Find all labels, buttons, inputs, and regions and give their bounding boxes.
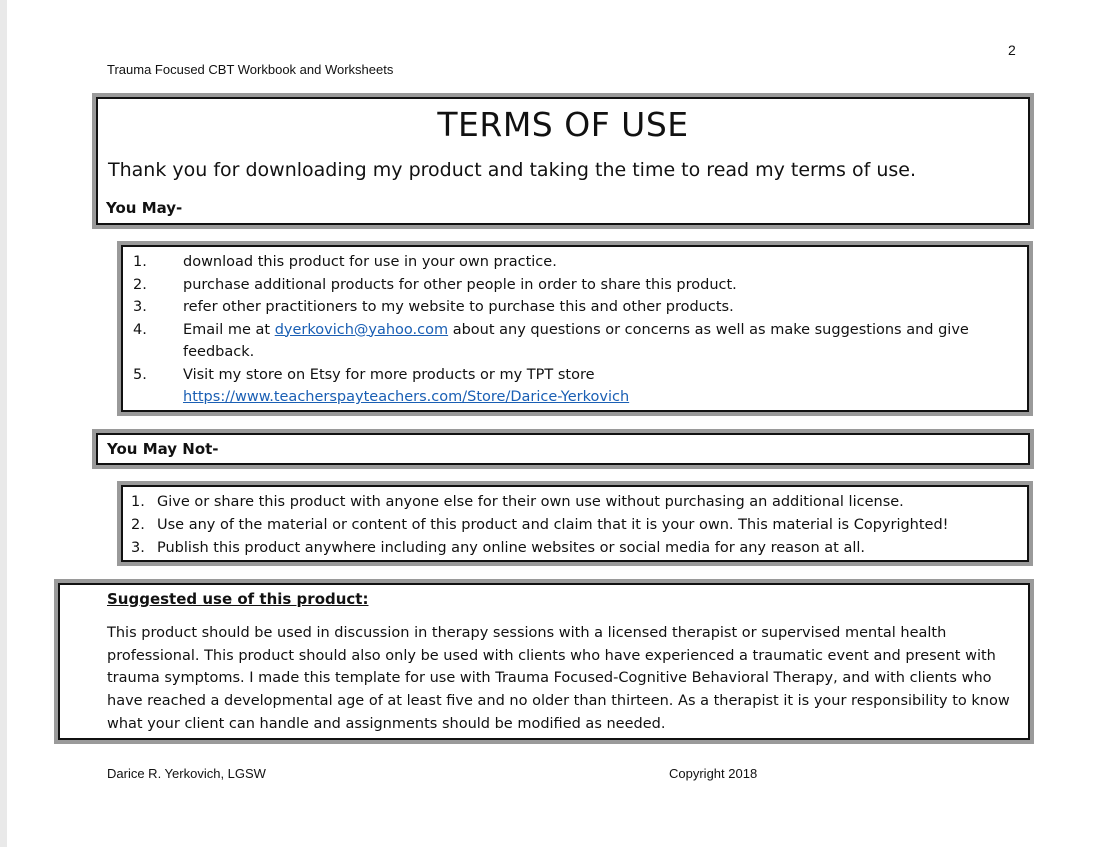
you-may-list [133,251,1017,409]
terms-of-use-box [96,97,1030,225]
list-item [131,537,1019,560]
list-number: 1. [131,494,145,510]
list-number: 3. [131,540,145,556]
list-number: 5. [133,366,147,383]
email-prefix: Email me at [183,321,275,338]
suggested-use-body: This product should be used in discussion in therapy sessions with a licensed therapist or supervised mental health professional. This product should also only be used with clients who have experienced a traumatic event and present with trauma symptoms. I made this template for use with Trauma Focused-Cognitive Behavioral Therapy, and with clients who have reached a developmental age of at least five and no older than thirteen. As a therapist it is your responsibility to know what your client can handle and assignments should be modified as needed. [107,625,1010,732]
list-item [133,296,1017,319]
you-may-heading: You May- [106,199,183,217]
you-may-not-box [121,485,1029,562]
email-link[interactable]: dyerkovich@yahoo.com [274,321,449,338]
you-may-not-list [131,491,1019,560]
list-item [133,274,1017,297]
list-number: 2. [133,276,147,293]
list-number: 3. [133,299,147,315]
suggested-use-box [58,583,1030,740]
list-text [183,319,1017,364]
list-item [133,251,1017,274]
tpt-store-link[interactable]: https://www.teacherspayteachers.com/Store/Darice-Yerkovich [183,389,630,405]
page-title: TERMS OF USE [437,105,689,144]
document-header: Trauma Focused CBT Workbook and Worksheets [107,62,394,77]
list-item [133,319,1017,364]
footer-author: Darice R. Yerkovich, LGSW [107,766,266,781]
list-number: 4. [133,321,147,338]
list-text: Give or share this product with anyone else for their own use without purchasing an additional license. [157,494,904,510]
list-text: Use any of the material or content of this product and claim that it is your own. This material is Copyrighted! [157,517,949,533]
list-item [133,364,1017,409]
email-suffix: about any questions or concerns as well as make suggestions and give feedback. [183,321,969,360]
you-may-not-heading-box [96,433,1030,465]
you-may-box [121,245,1029,412]
thanks-line: Thank you for downloading my product and taking the time to read my terms of use. [108,159,917,181]
list-number: 2. [131,517,145,533]
page-number: 2 [1008,42,1016,58]
suggested-use-heading: Suggested use of this product: [107,590,369,608]
list-text: purchase additional products for other people in order to share this product. [183,276,737,293]
list-text: refer other practitioners to my website to purchase this and other products. [183,299,734,315]
list-number: 1. [133,254,147,270]
list-item [131,491,1019,514]
page-edge-strip [0,0,7,847]
list-text: Publish this product anywhere including any online websites or social media for any reason at all. [157,540,866,556]
store-text: Visit my store on Etsy for more products or my TPT store [183,366,595,383]
footer-copyright: Copyright 2018 [669,766,758,781]
list-item [131,514,1019,537]
list-text: download this product for use in your own practice. [183,254,557,270]
list-text [183,364,1017,409]
you-may-not-heading: You May Not- [107,440,219,458]
